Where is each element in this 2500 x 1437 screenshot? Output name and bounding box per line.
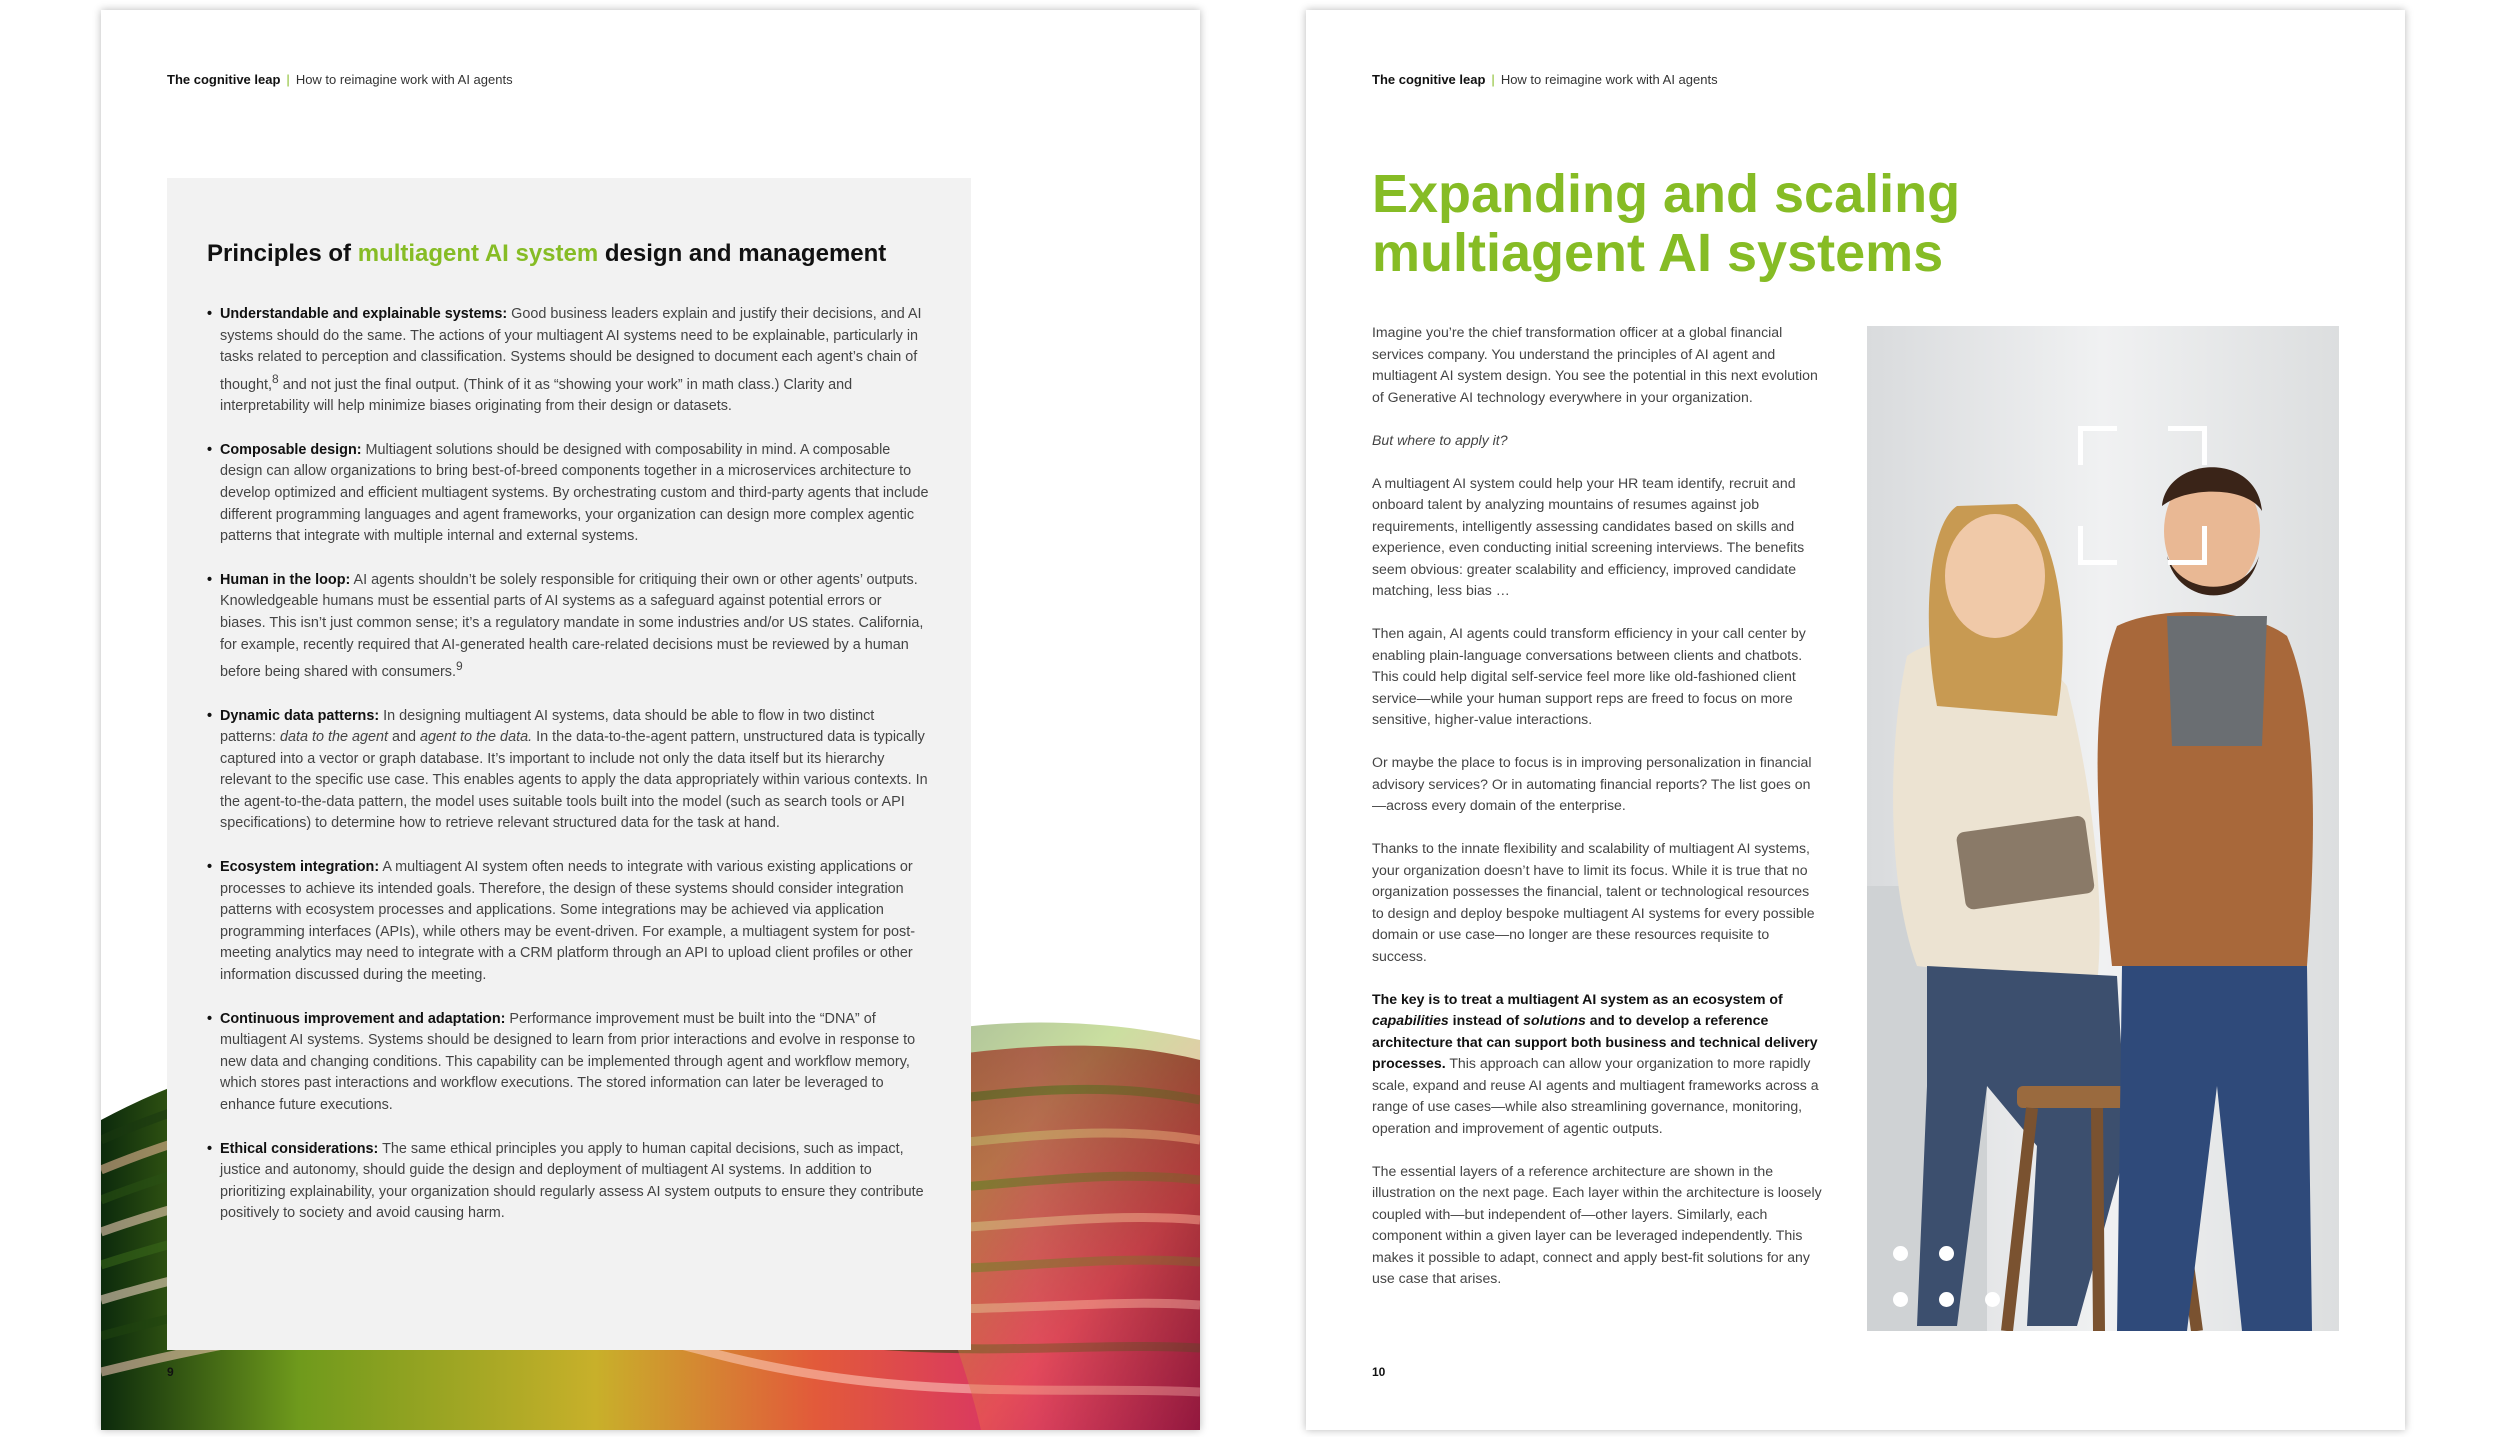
running-head-separator: | (1491, 72, 1495, 87)
photo-illustration (1867, 326, 2339, 1331)
bullet-icon: • (207, 1010, 213, 1027)
body-paragraph (1372, 752, 1824, 817)
text-run: and to develop a reference architecture that can support both business and technical delivery processes. (1372, 1012, 1818, 1071)
body-paragraph (1372, 322, 1824, 408)
focus-frame-icon (2168, 526, 2207, 565)
principle-item (207, 440, 931, 548)
running-head-title: The cognitive leap (1372, 72, 1486, 87)
right-page (1306, 10, 2405, 1430)
text-run: Performance improvement must be built into the “DNA” of multiagent AI systems. Systems should be designed to learn from prior interactions and evolve in response to new data and changing conditions. This capability can be implemented through agent and workflow memory, which stores past interactions and workflow executions. The stored information can later be leveraged to enhance future executions. (220, 1010, 916, 1113)
body-paragraph (1372, 1161, 1824, 1290)
dot-grid-icon (1893, 1246, 1908, 1261)
principles-title-accent: multiagent AI system (357, 240, 599, 267)
text-run: data to the agent (280, 729, 389, 746)
bullet-icon: • (207, 571, 213, 588)
text-run: Or maybe the place to focus is in improving personalization in financial advisory services? Or in automating financial reports? The list goes on—across every domain of the enterprise. (1372, 754, 1812, 813)
left-page (101, 10, 1200, 1430)
focus-frame-icon (2168, 426, 2207, 465)
principle-heading: Human in the loop: (220, 571, 351, 588)
running-head (167, 72, 513, 87)
dot-grid-icon (1939, 1246, 1954, 1261)
text-run: AI agents shouldn’t be solely responsible for critiquing their own or other agents’ outputs. Knowledgeable humans must be essential parts of AI systems as a safeguard against potential errors or biases. This isn’t just common sense; it’s a regulatory mandate in some industries and/or US states. California, for example, recently required that AI-generated health care-related decisions must be reviewed by a human before being shared with consumers. (220, 571, 924, 680)
photo-two-colleagues-with-tablet (1867, 326, 2339, 1331)
principles-title-part: Principles of (207, 240, 358, 267)
principle-item (207, 1009, 931, 1117)
principle-heading: Ecosystem integration: (220, 859, 380, 876)
principle-heading: Continuous improvement and adaptation: (220, 1010, 506, 1027)
text-run: agent to the data. (420, 729, 533, 746)
body-text (1372, 322, 1824, 1311)
focus-frame-icon (2078, 426, 2117, 465)
focus-frame-icon (2078, 526, 2117, 565)
text-run: Good business leaders explain and justify their decisions, and AI systems should do the same. The actions of your multiagent AI systems need to be explainable, particularly in tasks related to perception and classification. Systems should be designed to document each agent’s chain of thought, (220, 306, 922, 393)
text-run (1523, 1012, 1586, 1028)
text-run: In designing multiagent AI systems, data should be able to flow in two distinct patterns: (220, 707, 875, 746)
headline-line: Expanding and scaling (1372, 164, 1961, 224)
principle-item (207, 1139, 931, 1225)
text-run: A multiagent AI system often needs to integrate with various existing applications or processes to achieve its intended goals. Therefore, the design of these systems should consider integration patterns with ecosystem processes and applications. Some integrations may be achieved via application programming interfaces (APIs), while others may be event-driven. For example, a multiagent system for post-meeting analytics may need to integrate with a CRM platform through an API to upload client profiles or other information discussed during the meeting. (220, 859, 916, 984)
footnote-ref: 9 (455, 659, 463, 674)
principle-heading: Ethical considerations: (220, 1140, 379, 1157)
body-paragraph (1372, 430, 1824, 452)
body-paragraph (1372, 989, 1824, 1140)
headline-line: multiagent AI systems (1372, 223, 1944, 283)
running-head (1372, 72, 1718, 87)
text-run: Thanks to the innate flexibility and scalability of multiagent AI systems, your organization doesn’t have to limit its focus. While it is true that no organization possesses the financial, talent or technological resources to design and deploy bespoke multiagent AI systems for every possible domain or use case—no longer are these resources requisite to success. (1372, 840, 1815, 964)
footnote-ref: 8 (272, 371, 279, 386)
principle-heading: Understandable and explainable systems: (220, 306, 508, 322)
dot-grid-icon (1939, 1292, 1954, 1307)
principle-heading: Composable design: (220, 441, 362, 458)
principles-title-part: design and management (598, 240, 887, 267)
running-head-separator: | (286, 72, 290, 87)
dot-grid-icon (1985, 1292, 2000, 1307)
principle-item (207, 706, 931, 836)
bullet-icon: • (207, 441, 213, 458)
principles-title (207, 240, 931, 268)
bullet-icon: • (207, 707, 213, 724)
text-run: capabilities (1372, 1012, 1449, 1028)
text-run: Imagine you’re the chief transformation officer at a global financial services company. You understand the principles of AI agent and multiagent AI system design. You see the potential in this next evolution of Generative AI technology everywhere in your organization. (1372, 324, 1818, 405)
text-run: A multiagent AI system could help your HR team identify, recruit and onboard talent by analyzing mountains of resumes against job requirements, intelligently assessing candidates based on skills and experience, even conducting initial screening interviews. The benefits seem obvious: greater scalability and efficiency, improved candidate matching, less bias … (1372, 474, 1805, 598)
bullet-icon: • (207, 1140, 213, 1157)
running-head-subtitle: How to reimagine work with AI agents (295, 72, 513, 87)
text-run: The key is to treat a multiagent AI system as an ecosystem of (1372, 990, 1783, 1007)
page-number: 10 (1372, 1365, 1386, 1379)
text-run: Multiagent solutions should be designed with composability in mind. A composable design can allow organizations to bring best-of-breed components together in a microservices architecture to develop optimized and efficient multiagent systems. By orchestrating custom and third-party agents that include different programming languages and agent frameworks, your organization can design more complex agentic patterns that integrate with multiple internal and external systems. (220, 441, 929, 545)
text-run: The same ethical principles you apply to human capital decisions, such as impact, justice and autonomy, should guide the design and deployment of multiagent AI systems. In addition to prioritizing explainability, your organization should regularly assess AI system outputs to ensure they contribute positively to society and avoid causing harm. (220, 1140, 924, 1222)
text-run: The essential layers of a reference architecture are shown in the illustration on the next page. Each layer within the architecture is loosely coupled with—but independent of—other layers. Similarly, each component within a given layer can be leveraged independently. This makes it possible to adapt, connect and apply best-fit solutions for any use case that arises. (1372, 1162, 1822, 1286)
body-paragraph (1372, 623, 1824, 731)
text-run: But where to apply it? (1372, 431, 1508, 448)
text-run: In the data-to-the-agent pattern, unstructured data is typically captured into a vector or graph database. It’s important to include not only the data itself but its hierarchy relevant to the specific use case. This enables agents to apply the data appropriately within various contexts. In the agent-to-the-data pattern, the model uses suitable tools built into the model (such as search tools or API specifications) to determine how to retrieve relevant structured data for the task at hand. (220, 729, 928, 832)
bullet-icon: • (207, 859, 213, 876)
text-run: and (388, 729, 421, 746)
text-run: and not just the final output. (Think of it as “showing your work” in math class.) Clarity and interpretability will help minimize biases originating from their design or datasets. (220, 376, 853, 415)
principle-heading: Dynamic data patterns: (220, 707, 380, 724)
principle-item (207, 304, 931, 418)
running-head-title: The cognitive leap (167, 72, 281, 87)
principles-box (167, 178, 971, 1350)
principle-item (207, 857, 931, 987)
principle-item (207, 570, 931, 684)
page-headline (1372, 165, 1960, 283)
body-paragraph (1372, 838, 1824, 967)
body-paragraph (1372, 473, 1824, 602)
bullet-icon: • (207, 306, 213, 322)
text-run: instead of (1448, 1012, 1524, 1028)
page-number: 9 (167, 1365, 174, 1379)
text-run: Then again, AI agents could transform efficiency in your call center by enabling plain-language conversations between clients and chatbots. This could help digital self-service feel more like old-fashioned client service—while your human support reps are freed to focus on more sensitive, higher-value interactions. (1372, 625, 1806, 727)
text-run: This approach can allow your organization to more rapidly scale, expand and reuse AI agents and multiagent frameworks across a range of use cases—while also streamlining governance, monitoring, operation and improvement of agentic outputs. (1372, 1055, 1819, 1136)
dot-grid-icon (1893, 1292, 1908, 1307)
principles-list (207, 304, 931, 1225)
running-head-subtitle: How to reimagine work with AI agents (1500, 72, 1718, 87)
text-run (1372, 1012, 1449, 1028)
text-run: solutions (1523, 1012, 1586, 1028)
